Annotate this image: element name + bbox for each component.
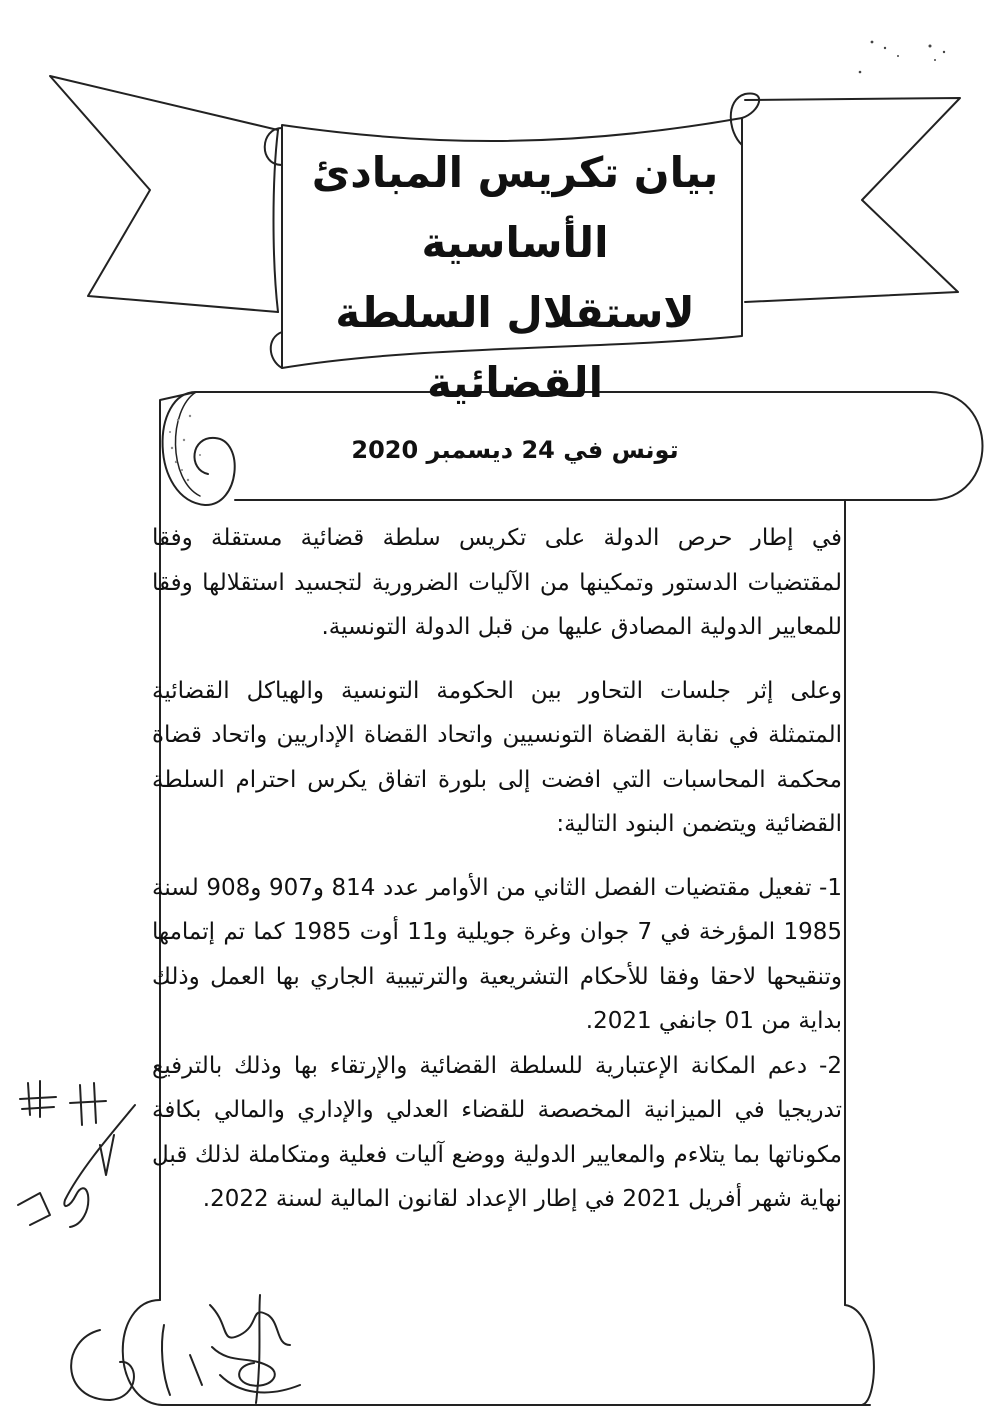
signature-bottom <box>150 1285 320 1410</box>
item-1-text: تفعيل مقتضيات الفصل الثاني من الأوامر عدد 814 و907 و908 لسنة 1985 المؤرخة في 7 جوان وغرة جويلية و11 أوت 1985 كما تم إتمامها وتنقيحها لاحقا وفقا للأحكام التشريعية والترتيبية الجاري بها العمل وذلك بداية من 01 جانفي 2021. <box>152 874 842 1034</box>
document-body <box>152 516 842 1222</box>
paragraph-1: في إطار حرص الدولة على تكريس سلطة قضائية مستقلة وفقا لمقتضيات الدستور وتمكينها من الآليات الضرورية لتجسيد استقلالها وفقا للمعايير الدولية المصادق عليها من قبل الدولة التونسية. <box>152 525 842 640</box>
item-1-number: 1- <box>819 874 842 901</box>
paragraph-2: وعلى إثر جلسات التحاور بين الحكومة التونسية والهياكل القضائية المتمثلة في نقابة القضاة التونسيين واتحاد القضاة الإداريين واتحاد قضاة محكمة المحاسبات التي افضت إلى بلورة اتفاق يكرس احترام السلطة القضائية ويتضمن البنود التالية: <box>152 677 842 837</box>
item-2-number: 2- <box>819 1052 842 1079</box>
date-line: تونس في 24 ديسمبر 2020 <box>351 436 679 464</box>
title-line-2: لاستقلال السلطة القضائية <box>335 288 695 407</box>
title-line-1: بيان تكريس المبادئ الأساسية <box>311 148 719 267</box>
ribbon-right-tail <box>745 98 960 302</box>
item-2-text: دعم المكانة الإعتبارية للسلطة القضائية والإرتقاء بها وذلك بالترفيع تدريجيا في الميزانية المخصصة للقضاء العدلي والإداري والمالي بكافة مكوناتها بما يتلاءم والمعايير الدولية ووضع آليات فعلية ومتكاملة لذلك قبل نهاية شهر أفريل 2021 في إطار الإعداد لقانون المالية لسنة 2022. <box>152 1052 842 1212</box>
list-item <box>152 1044 842 1222</box>
banner-title <box>285 138 745 470</box>
ribbon-left-tail <box>50 76 278 312</box>
signature-left-margin <box>10 1075 150 1235</box>
list-item <box>152 866 842 1044</box>
